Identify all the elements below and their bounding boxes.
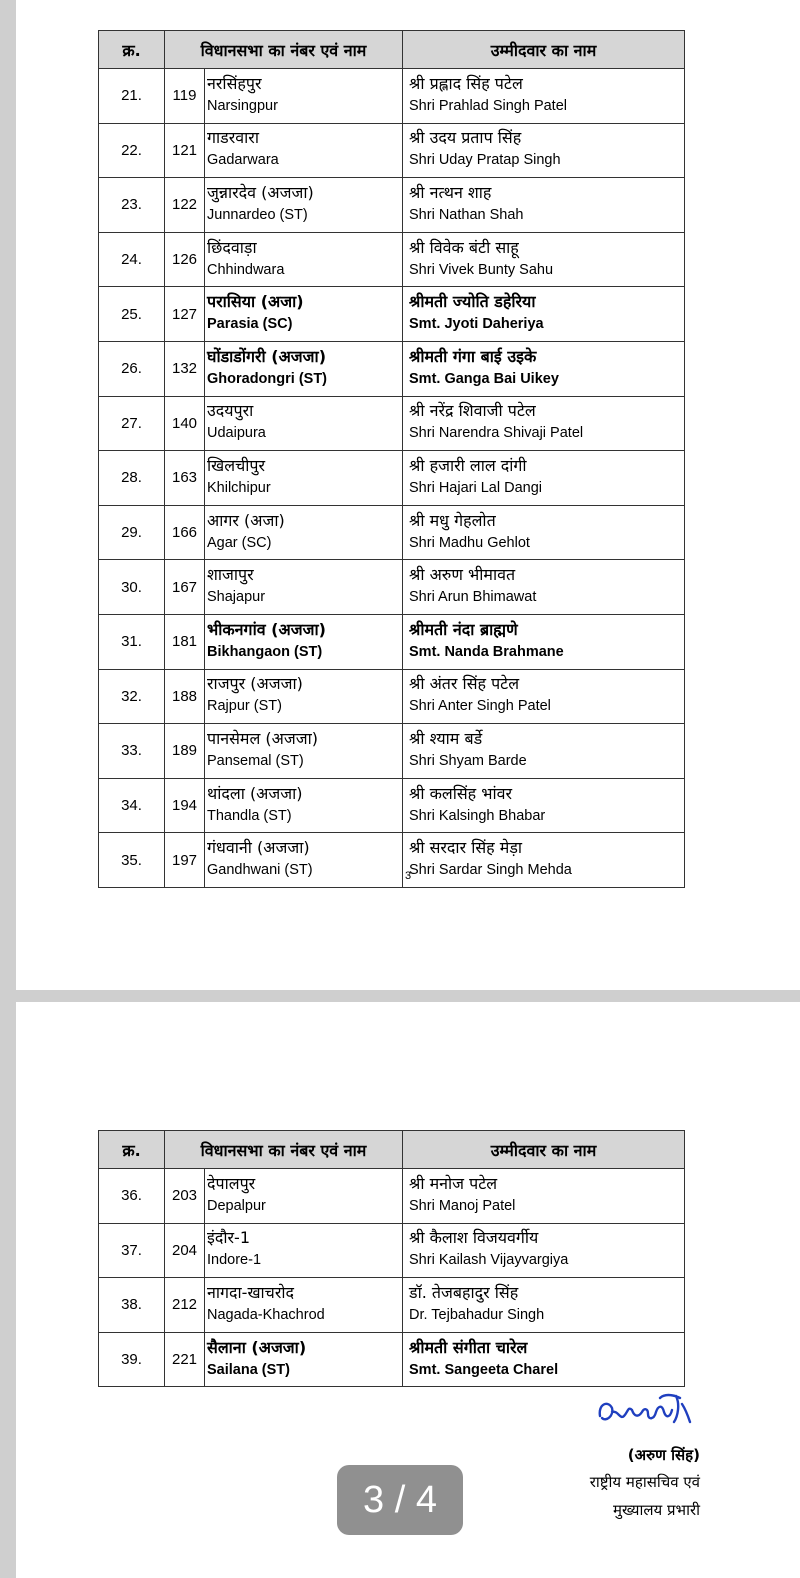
serial-number: 24.	[99, 232, 165, 287]
constituency-name-english: Indore-1	[207, 1252, 262, 1269]
candidate-name-english: Dr. Tejbahadur Singh	[409, 1306, 545, 1323]
table-row	[99, 505, 685, 560]
serial-number: 27.	[99, 396, 165, 451]
candidate-name-hindi: श्री अरुण भीमावत	[409, 565, 516, 585]
signatory-name: (अरुण सिंह)	[627, 1446, 700, 1464]
constituency-number: 163	[165, 451, 205, 506]
constituency-name-hindi: थांदला (अजजा)	[207, 783, 303, 803]
candidate-name-hindi: श्री उदय प्रताप सिंह	[409, 128, 522, 148]
constituency-name	[205, 560, 403, 615]
constituency-number: 126	[165, 232, 205, 287]
constituency-name	[205, 669, 403, 724]
constituency-name-english: Rajpur (ST)	[207, 698, 282, 715]
candidate-name-hindi: श्री मधु गेहलोत	[409, 510, 496, 530]
header-constituency: विधानसभा का नंबर एवं नाम	[165, 31, 403, 69]
constituency-name-hindi: घोंडाडोंगरी (अजजा)	[207, 346, 327, 366]
candidate-table	[98, 30, 685, 888]
header-serial: क्र.	[99, 1131, 165, 1169]
constituency-name-english: Pansemal (ST)	[207, 752, 304, 769]
constituency-name-hindi: छिंदवाड़ा	[207, 237, 257, 257]
constituency-name-hindi: आगर (अजा)	[207, 510, 285, 530]
constituency-name	[205, 505, 403, 560]
candidate-name-english: Shri Kalsingh Bhabar	[409, 807, 546, 824]
constituency-number: 181	[165, 614, 205, 669]
constituency-name-english: Ghoradongri (ST)	[207, 370, 328, 387]
candidate-name	[403, 1278, 685, 1333]
candidate-name-english: Shri Prahlad Singh Patel	[409, 97, 568, 114]
constituency-name	[205, 614, 403, 669]
constituency-name	[205, 232, 403, 287]
table-row	[99, 669, 685, 724]
constituency-name-english: Sailana (ST)	[207, 1361, 290, 1378]
table-row	[99, 341, 685, 396]
constituency-number: 189	[165, 724, 205, 779]
candidate-name-english: Shri Arun Bhimawat	[409, 589, 537, 606]
candidate-name-english: Shri Nathan Shah	[409, 206, 524, 223]
serial-number: 28.	[99, 451, 165, 506]
table-row	[99, 232, 685, 287]
table-row	[99, 724, 685, 779]
constituency-name-hindi: देपालपुर	[207, 1173, 256, 1193]
candidate-name	[403, 287, 685, 342]
serial-number: 31.	[99, 614, 165, 669]
constituency-number: 119	[165, 69, 205, 124]
candidate-name	[403, 341, 685, 396]
serial-number: 26.	[99, 341, 165, 396]
serial-number: 29.	[99, 505, 165, 560]
table-row	[99, 396, 685, 451]
table-row	[99, 1278, 685, 1333]
candidate-name-hindi: श्री मनोज पटेल	[409, 1173, 498, 1193]
constituency-name	[205, 341, 403, 396]
serial-number: 39.	[99, 1332, 165, 1387]
constituency-name-english: Parasia (SC)	[207, 316, 293, 333]
constituency-number: 127	[165, 287, 205, 342]
constituency-name	[205, 287, 403, 342]
candidate-name-english: Shri Shyam Barde	[409, 752, 527, 769]
candidate-name	[403, 560, 685, 615]
candidate-name-english: Smt. Ganga Bai Uikey	[409, 370, 559, 387]
candidate-name	[403, 451, 685, 506]
constituency-name	[205, 1169, 403, 1224]
table-row	[99, 1223, 685, 1278]
candidate-name-hindi: डॉ. तेजबहादुर सिंह	[409, 1282, 519, 1302]
constituency-number: 166	[165, 505, 205, 560]
candidate-name-hindi: श्रीमती संगीता चारेल	[409, 1337, 528, 1357]
constituency-name	[205, 1332, 403, 1387]
constituency-name-hindi: खिलचीपुर	[207, 455, 266, 475]
table-row	[99, 1169, 685, 1224]
constituency-name-hindi: शाजापुर	[207, 565, 254, 585]
constituency-number: 221	[165, 1332, 205, 1387]
constituency-name-hindi: नरसिंहपुर	[207, 73, 262, 93]
table-row	[99, 778, 685, 833]
serial-number: 36.	[99, 1169, 165, 1224]
table-row	[99, 123, 685, 178]
candidate-name	[403, 396, 685, 451]
constituency-name-english: Nagada-Khachrod	[207, 1306, 325, 1323]
candidate-name-english: Shri Narendra Shivaji Patel	[409, 425, 584, 442]
constituency-name-english: Khilchipur	[207, 479, 271, 496]
candidate-name-english: Shri Kailash Vijayvargiya	[409, 1252, 569, 1269]
candidate-name-hindi: श्री नत्थन शाह	[409, 182, 492, 202]
candidate-name-hindi: श्री अंतर सिंह पटेल	[409, 674, 520, 694]
candidate-name-hindi: श्री विवेक बंटी साहू	[409, 237, 519, 257]
serial-number: 30.	[99, 560, 165, 615]
serial-number: 21.	[99, 69, 165, 124]
constituency-name-hindi: नागदा-खाचरोद	[207, 1282, 295, 1302]
table-row	[99, 560, 685, 615]
candidate-name	[403, 69, 685, 124]
constituency-number: 203	[165, 1169, 205, 1224]
candidate-table	[98, 1130, 685, 1387]
page-number: 3	[404, 870, 412, 882]
constituency-number: 204	[165, 1223, 205, 1278]
constituency-number: 197	[165, 833, 205, 888]
constituency-name-hindi: भीकनगांव (अजजा)	[207, 619, 326, 639]
constituency-name-hindi: परासिया (अजा)	[207, 292, 304, 312]
constituency-name-english: Gadarwara	[207, 152, 279, 169]
constituency-name	[205, 178, 403, 233]
candidate-name-hindi: श्रीमती गंगा बाई उइके	[409, 346, 537, 366]
table-row	[99, 69, 685, 124]
constituency-name-english: Agar (SC)	[207, 534, 272, 551]
candidate-name-hindi: श्री कलसिंह भांवर	[409, 783, 513, 803]
serial-number: 25.	[99, 287, 165, 342]
serial-number: 33.	[99, 724, 165, 779]
candidate-name	[403, 724, 685, 779]
table-row	[99, 178, 685, 233]
constituency-number: 167	[165, 560, 205, 615]
candidate-name-english: Shri Hajari Lal Dangi	[409, 479, 542, 496]
constituency-name-hindi: राजपुर (अजजा)	[207, 674, 303, 694]
candidate-name-hindi: श्री नरेंद्र शिवाजी पटेल	[409, 401, 536, 421]
serial-number: 34.	[99, 778, 165, 833]
constituency-name-hindi: पानसेमल (अजजा)	[207, 728, 319, 748]
constituency-number: 212	[165, 1278, 205, 1333]
serial-number: 37.	[99, 1223, 165, 1278]
constituency-number: 121	[165, 123, 205, 178]
candidate-name-english: Shri Manoj Patel	[409, 1197, 516, 1214]
header-serial: क्र.	[99, 31, 165, 69]
constituency-name-english: Thandla (ST)	[207, 807, 292, 824]
constituency-name-hindi: उदयपुरा	[207, 401, 254, 421]
constituency-number: 194	[165, 778, 205, 833]
candidate-name-hindi: श्री हजारी लाल दांगी	[409, 455, 527, 475]
header-candidate: उम्मीदवार का नाम	[403, 1131, 685, 1169]
constituency-name	[205, 396, 403, 451]
constituency-name-english: Depalpur	[207, 1197, 266, 1214]
constituency-name-english: Udaipura	[207, 425, 266, 442]
header-candidate: उम्मीदवार का नाम	[403, 31, 685, 69]
table-header-row	[99, 1131, 685, 1169]
document-page-3	[16, 0, 800, 990]
candidate-name	[403, 505, 685, 560]
constituency-name-english: Gandhwani (ST)	[207, 862, 313, 879]
constituency-number: 122	[165, 178, 205, 233]
constituency-name-hindi: गाडरवारा	[207, 128, 259, 148]
serial-number: 38.	[99, 1278, 165, 1333]
constituency-name-hindi: सैलाना (अजजा)	[207, 1337, 307, 1357]
candidate-name	[403, 1169, 685, 1224]
candidate-name-english: Smt. Nanda Brahmane	[409, 643, 564, 660]
candidate-name-hindi: श्रीमती नंदा ब्राह्मणे	[409, 619, 518, 639]
constituency-name-english: Chhindwara	[207, 261, 285, 278]
constituency-name	[205, 451, 403, 506]
page-indicator[interactable]: 3 / 4	[337, 1465, 463, 1535]
constituency-number: 188	[165, 669, 205, 724]
candidate-name	[403, 669, 685, 724]
constituency-name-english: Shajapur	[207, 589, 266, 606]
constituency-name-english: Bikhangaon (ST)	[207, 643, 323, 660]
candidate-name	[403, 123, 685, 178]
candidate-name-english: Shri Uday Pratap Singh	[409, 152, 561, 169]
signatory-block	[590, 1442, 700, 1524]
constituency-name-hindi: इंदौर-1	[207, 1228, 250, 1248]
serial-number: 23.	[99, 178, 165, 233]
constituency-number: 132	[165, 341, 205, 396]
constituency-name-hindi: गंधवानी (अजजा)	[207, 838, 310, 858]
table-row	[99, 614, 685, 669]
candidate-name-english: Smt. Sangeeta Charel	[409, 1361, 559, 1378]
table-row	[99, 451, 685, 506]
serial-number: 32.	[99, 669, 165, 724]
candidate-name-english: Smt. Jyoti Daheriya	[409, 316, 544, 333]
candidate-name-english: Shri Vivek Bunty Sahu	[409, 261, 554, 278]
signatory-office: मुख्यालय प्रभारी	[613, 1501, 700, 1519]
serial-number: 35.	[99, 833, 165, 888]
candidate-name-english: Shri Sardar Singh Mehda	[409, 862, 572, 879]
constituency-name-english: Narsingpur	[207, 97, 278, 114]
candidate-name-hindi: श्री प्रह्लाद सिंह पटेल	[409, 73, 523, 93]
candidate-name	[403, 178, 685, 233]
handwritten-signature	[594, 1386, 704, 1436]
table-row	[99, 1332, 685, 1387]
candidate-name-english: Shri Anter Singh Patel	[409, 698, 551, 715]
table-header-row	[99, 31, 685, 69]
candidate-name	[403, 1332, 685, 1387]
candidate-name-hindi: श्री श्याम बर्डे	[409, 728, 483, 748]
signatory-designation: राष्ट्रीय महासचिव एवं	[589, 1473, 700, 1491]
serial-number: 22.	[99, 123, 165, 178]
candidate-name	[403, 1223, 685, 1278]
candidate-name-hindi: श्री सरदार सिंह मेड़ा	[409, 838, 523, 858]
constituency-name-english: Junnardeo (ST)	[207, 206, 308, 223]
constituency-name	[205, 724, 403, 779]
constituency-number: 140	[165, 396, 205, 451]
header-constituency: विधानसभा का नंबर एवं नाम	[165, 1131, 403, 1169]
candidate-name	[403, 232, 685, 287]
constituency-name	[205, 1278, 403, 1333]
constituency-name-hindi: जुन्नारदेव (अजजा)	[207, 182, 314, 202]
constituency-name	[205, 69, 403, 124]
candidate-name	[403, 614, 685, 669]
constituency-name	[205, 123, 403, 178]
candidate-name-hindi: श्री कैलाश विजयवर्गीय	[409, 1228, 539, 1248]
constituency-name	[205, 778, 403, 833]
constituency-name	[205, 1223, 403, 1278]
table-row	[99, 287, 685, 342]
candidate-name-hindi: श्रीमती ज्योति डहेरिया	[409, 292, 536, 312]
candidate-name-english: Shri Madhu Gehlot	[409, 534, 530, 551]
candidate-name	[403, 778, 685, 833]
